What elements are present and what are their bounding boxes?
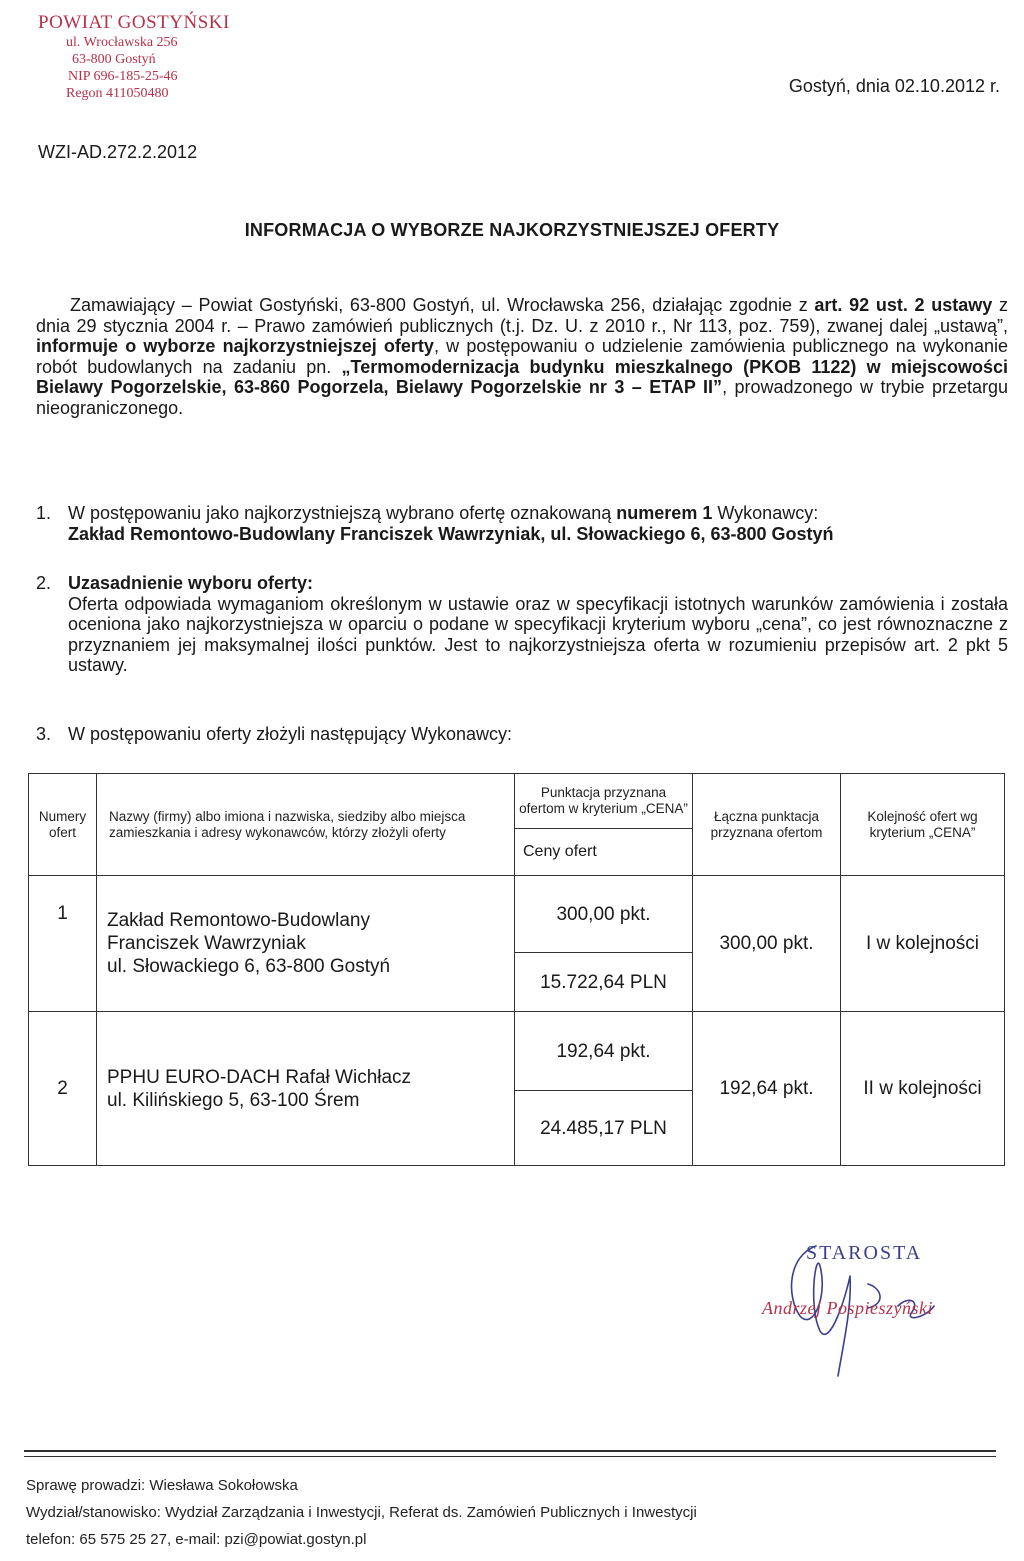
row-price: 24.485,17 PLN <box>515 1091 693 1166</box>
intro-text-3: , w postępowaniu o udzielenie zamówienia publicznego na wykonanie robót budowlanych na zadaniu pn. <box>36 336 1009 377</box>
footer <box>26 1472 697 1553</box>
issuer-stamp <box>38 12 258 102</box>
header-points: Punktacja przyznana ofertom w kryterium „CENA” <box>515 774 693 829</box>
intro-text-2: z dnia 29 stycznia 2004 r. – Prawo zamówień publicznych (t.j. Dz. U. z 2010 r., Nr 113, poz. 759), zwanej dalej „ustawą”, <box>36 295 1008 336</box>
item1-text-1: W postępowaniu jako najkorzystniejszą wybrano ofertę oznakowaną <box>68 503 617 523</box>
signature-stamp <box>758 1236 998 1386</box>
header-prices: Ceny ofert <box>515 829 693 876</box>
row-total: 192,64 pkt. <box>693 1012 841 1166</box>
intro-bold-1: art. 92 ust. 2 ustawy <box>814 295 993 315</box>
signature-title: STAROSTA <box>806 1242 923 1264</box>
row-price: 15.722,64 PLN <box>515 953 693 1012</box>
intro-bold-3: „Termomodernizacja budynku mieszkalnego (PKOB 1122) w miejscowości Bielawy Pogorzelskie, 63-860 Pogorzela, Bielawy Pogorzelskie nr 3 – ETAP II” <box>36 356 1008 397</box>
row-total: 300,00 pkt. <box>693 876 841 1012</box>
table-row <box>29 1012 1005 1091</box>
footer-divider-thin <box>24 1456 996 1457</box>
header-total: Łączna punktacja przyznana ofertom <box>693 774 841 876</box>
header-numbers: Numery ofert <box>29 774 97 876</box>
table-row <box>29 876 1005 953</box>
header-names: Nazwy (firmy) albo imiona i nazwiska, siedziby albo miejsca zamieszkania i adresy wykonawców, którzy złożyli oferty <box>97 774 515 876</box>
list-item-3 <box>36 724 1008 745</box>
list-item-2 <box>36 573 1008 676</box>
item1-text-2: Wykonawcy: <box>712 503 819 523</box>
stamp-nip: NIP 696-185-25-46 <box>68 69 178 84</box>
row-points: 192,64 pkt. <box>515 1012 693 1091</box>
contractor-line-3: ul. Słowackiego 6, 63-800 Gostyń <box>107 956 391 977</box>
row-number: 1 <box>29 876 97 1012</box>
item-body <box>68 503 1008 544</box>
stamp-postal: 63-800 Gostyń <box>72 52 156 67</box>
intro-bold-2: informuje o wyborze najkorzystniejszej oferty <box>36 336 434 356</box>
row-rank: I w kolejności <box>841 876 1005 1012</box>
item-number: 3. <box>36 724 52 744</box>
row-rank: II w kolejności <box>841 1012 1005 1166</box>
item-number: 2. <box>36 573 52 593</box>
contractor-line-2: Franciszek Wawrzyniak <box>107 933 306 954</box>
item-number: 1. <box>36 503 52 523</box>
stamp-street: ul. Wrocławska 256 <box>66 35 178 50</box>
contractor-line-1: PPHU EURO-DACH Rafał Wichłacz <box>107 1066 412 1088</box>
intro-paragraph <box>36 295 1008 418</box>
justification-text: Oferta odpowiada wymaganiom określonym w ustawie oraz w specyfikacji istotnych warunków zamówienia i została oceniona jako najkorzystniejsza w oparciu o podane w specyfikacji kryterium wyboru „cena”, co jest równoznaczne z przyznaniem jej maksymalnej ilości punktów. Jest to najkorzystniejsza oferta w rozumieniu przepisów art. 2 pkt 5 ustawy. <box>68 593 1008 675</box>
item-body <box>68 573 1008 676</box>
intro-text-1: Zamawiający – Powiat Gostyński, 63-800 Gostyń, ul. Wrocławska 256, działając zgodnie z <box>70 295 815 315</box>
reference-number: WZI-AD.272.2.2012 <box>38 142 198 162</box>
document-date: Gostyń, dnia 02.10.2012 r. <box>788 76 1000 96</box>
offers-table <box>28 773 1005 1166</box>
row-points: 300,00 pkt. <box>515 876 693 953</box>
header-rank: Kolejność ofert wg kryterium „CENA” <box>841 774 1005 876</box>
stamp-regon: Regon 411050480 <box>66 86 169 101</box>
contractor-line-1: Zakład Remontowo-Budowlany <box>107 910 370 931</box>
contractor-line-2: ul. Kilińskiego 5, 63-100 Śrem <box>107 1089 360 1111</box>
intro-text-4: , prowadzonego w trybie przetargu nieograniczonego. <box>36 377 1008 418</box>
footer-divider <box>24 1450 996 1452</box>
item1-bold-1: numerem 1 <box>616 503 713 523</box>
row-contractor <box>97 1012 515 1166</box>
item-body: W postępowaniu oferty złożyli następujący Wykonawcy: <box>68 724 513 744</box>
footer-department: Wydział/stanowisko: Wydział Zarządzania i Inwestycji, Referat ds. Zamówień Publicznych i Inwestycji <box>26 1504 697 1521</box>
justification-heading: Uzasadnienie wyboru oferty: <box>68 573 314 593</box>
footer-contact: telefon: 65 575 25 27, e-mail: pzi@powiat.gostyn.pl <box>26 1531 367 1548</box>
row-contractor <box>97 876 515 1012</box>
signature-name: Andrzej Pospieszyński <box>762 1298 933 1318</box>
table-header-row <box>29 774 1005 829</box>
stamp-name: POWIAT GOSTYŃSKI <box>38 12 230 33</box>
row-number: 2 <box>29 1012 97 1166</box>
footer-handler: Sprawę prowadzi: Wiesława Sokołowska <box>26 1477 298 1494</box>
document-title: INFORMACJA O WYBORZE NAJKORZYSTNIEJSZEJ OFERTY <box>244 220 780 240</box>
selected-contractor: Zakład Remontowo-Budowlany Franciszek Wawrzyniak, ul. Słowackiego 6, 63-800 Gostyń <box>68 523 834 544</box>
list-item-1 <box>36 503 1008 544</box>
